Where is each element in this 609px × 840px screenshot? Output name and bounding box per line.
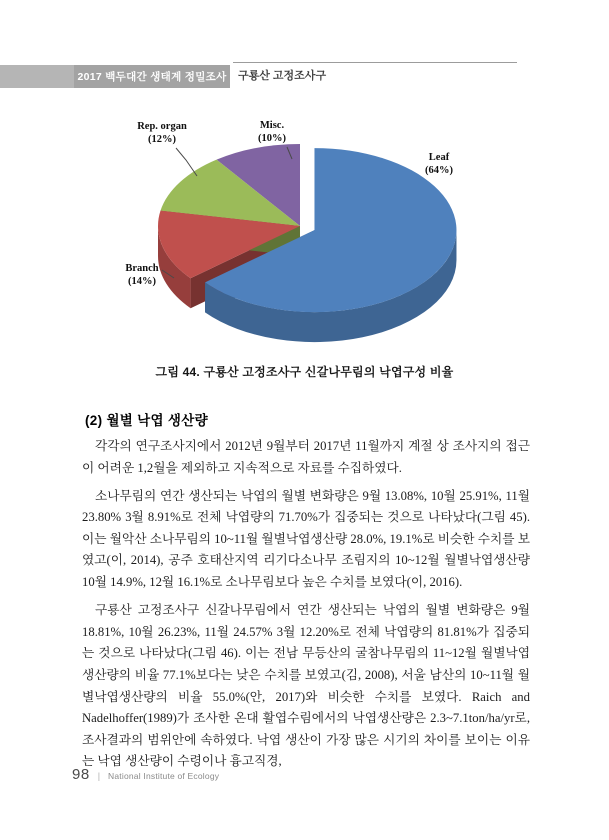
paragraph-2: 소나무림의 연간 생산되는 낙엽의 월별 변화량은 9월 13.08%, 10월 25.91%, 11월 23.80% 3월 8.91%로 전체 낙엽량의 71.70%가 집중되는 것으로 나타났다(그림 45). 이는 월악산 소나무림의 10~11월 월별낙엽생산량 28.0%, 19.1%로 비슷한 수치를 보였고(이, 2014), 공주 호태산지역 리기다소나무 조림지의 10~12월 월별낙엽생산량 10월 14.9%, 12월 16.1%로 소나무림보다 높은 수치를 보였다(이, 2016).	[82, 488, 530, 590]
pie-label-leaf-name: Leaf	[428, 152, 450, 163]
pie-label-misc-pct: (10%)	[258, 133, 286, 144]
footer-divider: |	[97, 771, 101, 781]
body-text	[82, 436, 530, 779]
pie-label-branch-pct: (14%)	[128, 276, 156, 287]
page-number: 98	[72, 766, 90, 783]
header-rule	[233, 62, 517, 63]
pie-label-leaf-pct: (64%)	[425, 165, 453, 176]
pie-label-misc	[232, 119, 312, 145]
pie-label-rep-organ	[107, 120, 217, 146]
pie-label-rep-organ-name: Rep. organ	[137, 121, 187, 132]
pie-label-branch-name: Branch	[125, 263, 159, 274]
header-series-title: 2017 백두대간 생태계 정밀조사	[77, 71, 227, 83]
section-heading: (2) 월별 낙엽 생산량	[85, 413, 208, 428]
page-footer	[72, 766, 219, 783]
header-series-box	[74, 65, 230, 88]
paragraph-3: 구룡산 고정조사구 신갈나무림에서 연간 생산되는 낙엽의 월별 변화량은 9월 18.81%, 10월 26.23%, 11월 24.57% 3월 12.20%로 전체 낙엽량의 81.81%가 집중되는 것으로 나타났다(그림 46). 이는 전남 무등산의 굴참나무림의 11~12월 월별낙엽생산량의 비율 77.1%보다는 낮은 수치를 보였고(김, 2008), 서울 남산의 10~11월 월별낙엽생산량의 비율 55.0%(안, 2017)와 비슷한 수치를 보였다. Raich and Nadelhoffer(1989)가 조사한 온대 활엽수림에서의 낙엽생산량은 2.3~7.1ton/ha/yr로, 조사결과의 범위안에 속하였다. 낙엽 생산이 가장 많은 시기의 차이를 보이는 이유는 낙엽 생산량이 수령이나 흉고직경,	[82, 603, 530, 769]
pie-chart	[70, 112, 540, 362]
footer-institute: National Institute of Ecology	[108, 771, 220, 781]
figure-caption: 그림 44. 구룡산 고정조사구 신갈나무림의 낙엽구성 비율	[155, 365, 454, 379]
paragraph-1: 각각의 연구조사지에서 2012년 9월부터 2017년 11월까지 계절 상 조사지의 접근이 어려운 1,2월을 제외하고 지속적으로 자료를 수집하였다.	[82, 439, 530, 475]
header-section-title: 구룡산 고정조사구	[238, 70, 327, 82]
leader-line-rep-organ	[176, 148, 197, 176]
pie-label-leaf	[394, 151, 484, 177]
pie-label-misc-name: Misc.	[259, 120, 285, 131]
pie-label-branch	[102, 262, 182, 288]
pie-label-rep-organ-pct: (12%)	[148, 134, 176, 145]
